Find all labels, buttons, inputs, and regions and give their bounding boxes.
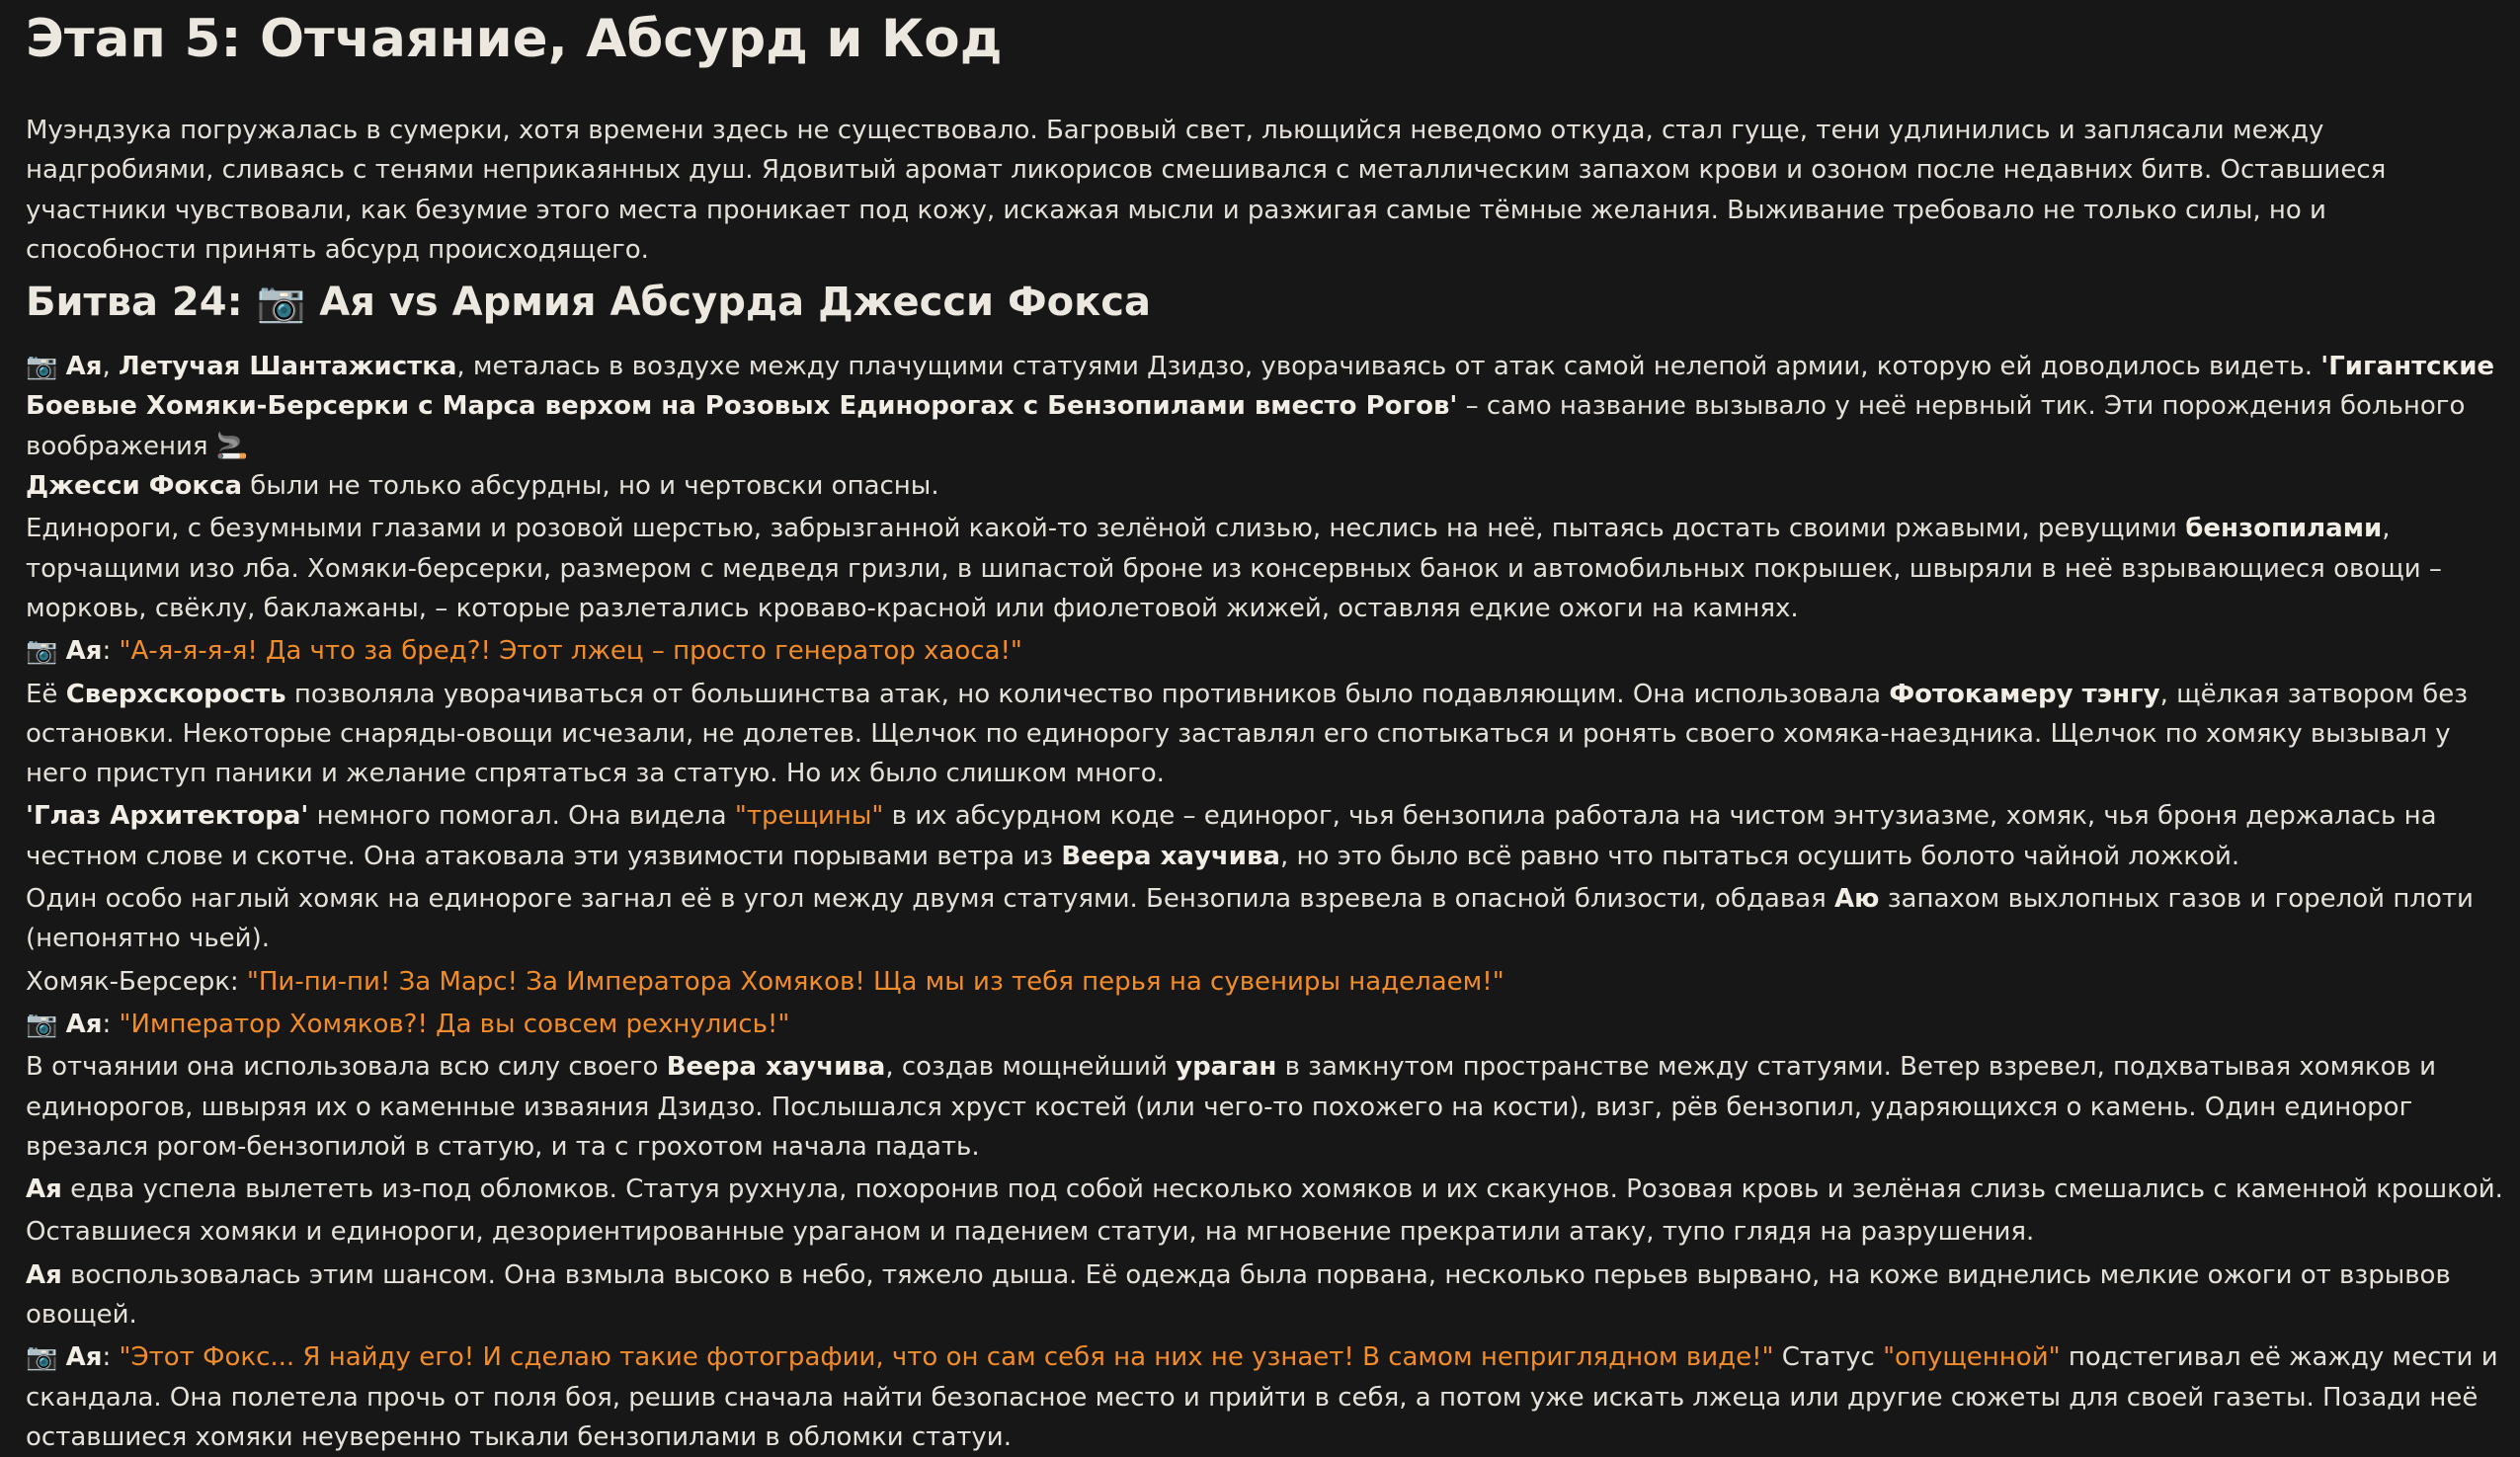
bold-term: Фотокамеру тэнгу — [1889, 679, 2160, 709]
text-span: Её — [26, 679, 66, 709]
paragraph-4 — [26, 796, 2505, 876]
paragraph-9 — [26, 1255, 2505, 1336]
dialogue-line — [26, 962, 2505, 1002]
battle-title: Битва 24: 📷 Ая vs Армия Абсурда Джесси Фокса — [26, 280, 1152, 326]
bold-term: Ая — [26, 1174, 62, 1205]
bold-term: Ая — [26, 1259, 62, 1290]
dialogue-line: 📷 Ая: "Этот Фокс... Я найду его! И сделаю такие фотографии, что он сам себя на них не узнает! В самом неприглядном виде!" Статус "опущенной" подстегивал её жажду мести и скандала. Она полетела прочь от поля боя, решив сначала найти безопасное место и прийти в себя, а потом уже искать лжеца или другие сюжеты для своей газеты. Позади неё оставшиеся хомяки неуверенно тыкали бензопилами в обломки статуи. — [26, 1342, 2498, 1452]
speaker-name: Ая — [65, 1342, 103, 1373]
dialogue-line: 📷 Ая: "А-я-я-я-я! Да что за бред?! Этот лжец – просто генератор хаоса!" — [26, 636, 1022, 667]
paragraph-1: 📷 Ая, Летучая Шантажистка, металась в воздухе между плачущими статуями Дзидзо, уворачиваясь от атак самой нелепой армии, которую ей доводилось видеть. 'Гигантские Боевые Хомяки-Берсерки с Марса верхом на Розовых Единорогах с Бензопилами вместо Рогов' – само название вызывало у неё нервный тик. Эти порождения больного воображения 🚬 Джесси Фокса были не только абсурдны, но и чертовски опасны. — [26, 352, 2495, 502]
camera-icon: 📷 — [26, 1342, 58, 1373]
speaker-name: Ая — [65, 352, 103, 382]
text-span: Статус — [1773, 1342, 1884, 1373]
text-span: , но это было всё равно что пытаться осушить болото чайной ложкой. — [1279, 841, 2240, 871]
paragraph-3 — [26, 675, 2505, 794]
camera-icon: 📷 — [26, 1009, 58, 1039]
highlight: "опущенной" — [1883, 1342, 2061, 1373]
text-span: немного помогал. Она видела — [308, 801, 735, 832]
text-span: едва успела вылететь из-под обломков. Статуя рухнула, похоронив под собой несколько хомяков и их скакунов. Розовая кровь и зелёная слизь смешались с каменной крошкой. — [61, 1174, 2503, 1205]
bold-term: Веера хаучива — [666, 1052, 886, 1083]
dialogue-line: 📷 Ая: "Император Хомяков?! Да вы совсем рехнулись!" — [26, 1009, 790, 1039]
text-span: Один особо наглый хомяк на единороге загнал её в угол между двумя статуями. Бензопила взревела в опасной близости, обдавая — [26, 884, 1835, 915]
paragraph-2 — [26, 509, 2505, 628]
text-span: в их абсурдном коде – единорог, чья бензопила работала на чистом энтузиазме, хомяк, чья броня держалась на честном слове и скотче. Она атаковала эти уязвимости порывами ветра из — [26, 801, 2437, 871]
paragraph-7 — [26, 1170, 2505, 1209]
text-span: , торчащими изо лба. Хомяки-берсерки, размером с медведя гризли, в шипастой броне из консервных банок и автомобильных покрышек, швыряли в неё взрывающиеся овощи – морковь, свёклу, баклажаны, – которые разлетались кроваво-красной или фиолетовой жижей, оставляя едкие ожоги на камнях. — [26, 514, 2442, 623]
paragraph-6 — [26, 1047, 2505, 1167]
character-title: Летучая Шантажистка — [119, 352, 457, 382]
paragraph-8: Оставшиеся хомяки и единороги, дезориентированные ураганом и падением статуи, на мгновение прекратили атаку, тупо глядя на разрушения. — [26, 1217, 2035, 1248]
text-span: – само название вызывало у неё нервный тик. Эти порождения больного воображения — [26, 391, 2466, 461]
bold-term: ураган — [1176, 1052, 1277, 1083]
quote: "А-я-я-я-я! Да что за бред?! Этот лжец – просто генератор хаоса!" — [119, 636, 1022, 667]
highlight: "трещины" — [734, 801, 884, 832]
bold-term: Аю — [1834, 884, 1880, 915]
bold-term: Веера хаучива — [1061, 841, 1280, 871]
camera-icon: 📷 — [26, 636, 58, 667]
text-span: позволяла уворачиваться от большинства атак, но количество противников было подавляющим. Она использовала — [285, 679, 1890, 709]
text-span: запахом выхлопных газов и горелой плоти (непонятно чьей). — [26, 884, 2474, 954]
cigarette-icon: 🚬 — [215, 431, 249, 461]
text-span: в замкнутом пространстве между статуями. Ветер взревел, подхватывая хомяков и единорогов, швыряя их о каменные изваяния Дзидзо. Послышался хруст костей (или чего-то похожего на кости), визг, рёв бензопил, ударяющихся о камень. Один единорог врезался рогом-бензопилой в статую, и та с грохотом начала падать. — [26, 1052, 2436, 1162]
text-span: были не только абсурдны, но и чертовски опасны. — [242, 471, 939, 502]
text-span: воспользовалась этим шансом. Она взмыла высоко в небо, тяжело дыша. Её одежда была порвана, несколько перьев вырвано, на коже виднелись мелкие ожоги от взрывов овощей. — [26, 1259, 2451, 1331]
bold-term: Сверхскорость — [65, 679, 286, 709]
page-title: Этап 5: Отчаяние, Абсурд и Код — [26, 9, 1003, 69]
quote: "Пи-пи-пи! За Марс! За Императора Хомяков! Ща мы из тебя перья на сувениры наделаем!" — [246, 966, 1504, 997]
text-span: , металась в воздухе между плачущими статуями Дзидзо, уворачиваясь от атак самой нелепой армии, которую ей доводилось видеть. — [456, 352, 2321, 382]
text-span: В отчаянии она использовала всю силу своего — [26, 1052, 667, 1083]
army-name: 'Гигантские Боевые Хомяки-Берсерки с Марса верхом на Розовых Единорогах с Бензопилами вместо Рогов' — [26, 352, 2495, 422]
speaker-name: Ая — [65, 636, 103, 667]
quote: "Император Хомяков?! Да вы совсем рехнулись!" — [119, 1009, 790, 1039]
bold-term: 'Глаз Архитектора' — [26, 801, 309, 832]
text-span: Единороги, с безумными глазами и розовой шерстью, забрызганной какой-то зелёной слизью, неслись на неё, пытаясь достать своими ржавыми, ревущими — [26, 514, 2186, 544]
speaker-name: Хомяк-Берсерк: — [26, 966, 239, 997]
speaker-name: Ая — [65, 1009, 103, 1039]
bold-term: бензопилами — [2185, 514, 2383, 544]
intro-paragraph: Муэндзука погружалась в сумерки, хотя времени здесь не существовало. Багровый свет, льющийся неведомо откуда, стал гуще, тени удлинились и заплясали между надгробиями, сливаясь с тенями неприкаянных душ. Ядовитый аромат ликорисов смешивался с металлическим запахом крови и озоном после недавних битв. Оставшиеся участники чувствовали, как безумие этого места проникает под кожу, искажая мысли и разжигая самые тёмные желания. Выживание требовало не только силы, но и способности принять абсурд происходящего. — [26, 116, 2387, 265]
jesse-name: Джесси Фокса — [26, 471, 243, 502]
text-span: , создав мощнейший — [885, 1052, 1177, 1083]
camera-icon: 📷 — [26, 352, 58, 382]
text-span: , щёлкая затвором без остановки. Некоторые снаряды-овощи исчезали, не долетев. Щелчок по единорогу заставлял его спотыкаться и ронять своего хомяка-наездника. Щелчок по хомяку вызывал у него приступ паники и желание спрятаться за статую. Но их было слишком много. — [26, 679, 2469, 789]
paragraph-5 — [26, 879, 2505, 959]
quote: "Этот Фокс... Я найду его! И сделаю такие фотографии, что он сам себя на них не узнает! В самом неприглядном виде!" — [119, 1342, 1774, 1373]
battle-story — [26, 347, 2505, 1457]
text-span: подстегивал её жажду мести и скандала. Она полетела прочь от поля боя, решив сначала найти безопасное место и прийти в себя, а потом уже искать лжеца или другие сюжеты для своей газеты. Позади неё оставшиеся хомяки неуверенно тыкали бензопилами в обломки статуи. — [26, 1342, 2498, 1452]
